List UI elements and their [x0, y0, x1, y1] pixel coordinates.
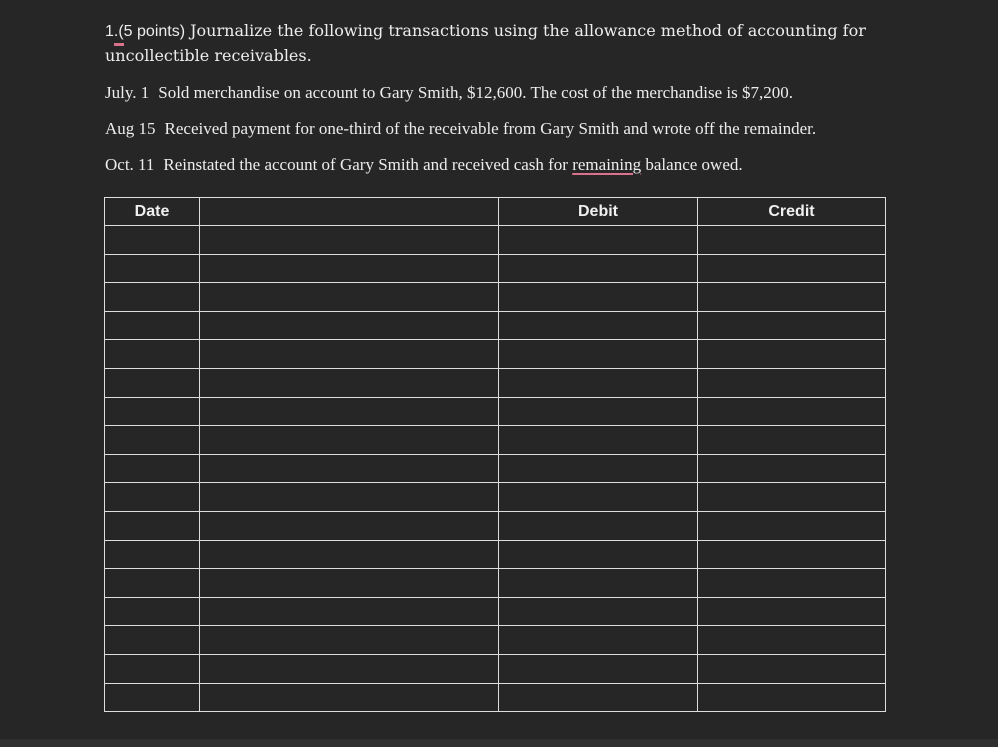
cell-debit[interactable]: [499, 597, 698, 626]
cell-debit[interactable]: [499, 397, 698, 426]
cell-date[interactable]: [105, 397, 200, 426]
cell-date[interactable]: [105, 340, 200, 369]
header-account: [200, 198, 499, 226]
header-debit: Debit: [499, 198, 698, 226]
cell-account[interactable]: [200, 254, 499, 283]
cell-account[interactable]: [200, 368, 499, 397]
cell-debit[interactable]: [499, 226, 698, 255]
cell-date[interactable]: [105, 368, 200, 397]
cell-account[interactable]: [200, 483, 499, 512]
cell-account[interactable]: [200, 340, 499, 369]
cell-debit[interactable]: [499, 569, 698, 598]
transaction-july-1: [105, 82, 793, 104]
table-row: [105, 311, 886, 340]
bottom-bar: [0, 739, 998, 747]
table-row: [105, 511, 886, 540]
question-header: [105, 18, 965, 67]
cell-debit[interactable]: [499, 626, 698, 655]
table-header-row: [105, 198, 886, 226]
cell-credit[interactable]: [698, 254, 886, 283]
cell-account[interactable]: [200, 311, 499, 340]
cell-date[interactable]: [105, 426, 200, 455]
spellcheck-underlined-word: remaining: [572, 155, 642, 174]
cell-credit[interactable]: [698, 368, 886, 397]
question-line-1: [105, 18, 965, 45]
cell-account[interactable]: [200, 626, 499, 655]
cell-date[interactable]: [105, 597, 200, 626]
table-row: [105, 483, 886, 512]
transaction-date: Aug 15: [105, 119, 156, 138]
cell-credit[interactable]: [698, 283, 886, 312]
cell-credit[interactable]: [698, 483, 886, 512]
cell-credit[interactable]: [698, 397, 886, 426]
cell-credit[interactable]: [698, 426, 886, 455]
cell-account[interactable]: [200, 683, 499, 712]
cell-debit[interactable]: [499, 540, 698, 569]
cell-date[interactable]: [105, 311, 200, 340]
transaction-date: Oct. 11: [105, 155, 155, 174]
transaction-text: Received payment for one-third of the receivable from Gary Smith and wrote off the remainder.: [164, 119, 817, 138]
question-number: 1.: [105, 23, 119, 40]
header-date: Date: [105, 198, 200, 226]
table-row: [105, 654, 886, 683]
transaction-date: July. 1: [105, 83, 150, 102]
journal-body: [105, 226, 886, 712]
table-row: [105, 540, 886, 569]
cell-credit[interactable]: [698, 540, 886, 569]
cell-credit[interactable]: [698, 683, 886, 712]
transaction-text-end: balance owed.: [641, 155, 743, 174]
cell-account[interactable]: [200, 426, 499, 455]
cell-date[interactable]: [105, 283, 200, 312]
cell-date[interactable]: [105, 254, 200, 283]
cell-credit[interactable]: [698, 511, 886, 540]
cell-debit[interactable]: [499, 340, 698, 369]
cell-credit[interactable]: [698, 569, 886, 598]
table-row: [105, 569, 886, 598]
table-row: [105, 226, 886, 255]
cell-credit[interactable]: [698, 654, 886, 683]
transaction-aug-15: [105, 118, 816, 140]
journal-table: [104, 197, 886, 712]
table-row: [105, 340, 886, 369]
cell-debit[interactable]: [499, 511, 698, 540]
header-credit: Credit: [698, 198, 886, 226]
cell-date[interactable]: [105, 626, 200, 655]
transaction-text: Reinstated the account of Gary Smith and received cash for: [163, 155, 573, 174]
cell-date[interactable]: [105, 511, 200, 540]
table-row: [105, 368, 886, 397]
cell-credit[interactable]: [698, 340, 886, 369]
question-instruction: Journalize the following transactions using the allowance method of accounting for: [185, 21, 866, 40]
cell-credit[interactable]: [698, 597, 886, 626]
cell-credit[interactable]: [698, 311, 886, 340]
cell-debit[interactable]: [499, 368, 698, 397]
cell-date[interactable]: [105, 683, 200, 712]
spellcheck-mark: [114, 43, 124, 46]
cell-debit[interactable]: [499, 483, 698, 512]
cell-account[interactable]: [200, 569, 499, 598]
cell-debit[interactable]: [499, 426, 698, 455]
transaction-text: Sold merchandise on account to Gary Smith, $12,600. The cost of the merchandise is $7,200.: [158, 83, 793, 102]
cell-debit[interactable]: [499, 311, 698, 340]
cell-credit[interactable]: [698, 454, 886, 483]
cell-date[interactable]: [105, 654, 200, 683]
cell-date[interactable]: [105, 454, 200, 483]
cell-account[interactable]: [200, 226, 499, 255]
cell-account[interactable]: [200, 283, 499, 312]
table-row: [105, 626, 886, 655]
cell-account[interactable]: [200, 597, 499, 626]
cell-debit[interactable]: [499, 683, 698, 712]
table-row: [105, 283, 886, 312]
cell-debit[interactable]: [499, 254, 698, 283]
cell-account[interactable]: [200, 540, 499, 569]
cell-account[interactable]: [200, 454, 499, 483]
cell-debit[interactable]: [499, 454, 698, 483]
cell-date[interactable]: [105, 540, 200, 569]
cell-account[interactable]: [200, 511, 499, 540]
cell-account[interactable]: [200, 654, 499, 683]
table-row: [105, 683, 886, 712]
question-points: (5 points): [118, 23, 186, 40]
question-line-2: uncollectible receivables.: [105, 46, 312, 65]
cell-date[interactable]: [105, 226, 200, 255]
cell-credit[interactable]: [698, 226, 886, 255]
cell-date[interactable]: [105, 569, 200, 598]
table-row: [105, 426, 886, 455]
cell-account[interactable]: [200, 397, 499, 426]
cell-debit[interactable]: [499, 654, 698, 683]
cell-debit[interactable]: [499, 283, 698, 312]
transaction-oct-11: [105, 154, 743, 176]
cell-date[interactable]: [105, 483, 200, 512]
table-row: [105, 597, 886, 626]
table-row: [105, 454, 886, 483]
table-row: [105, 254, 886, 283]
table-row: [105, 397, 886, 426]
cell-credit[interactable]: [698, 626, 886, 655]
